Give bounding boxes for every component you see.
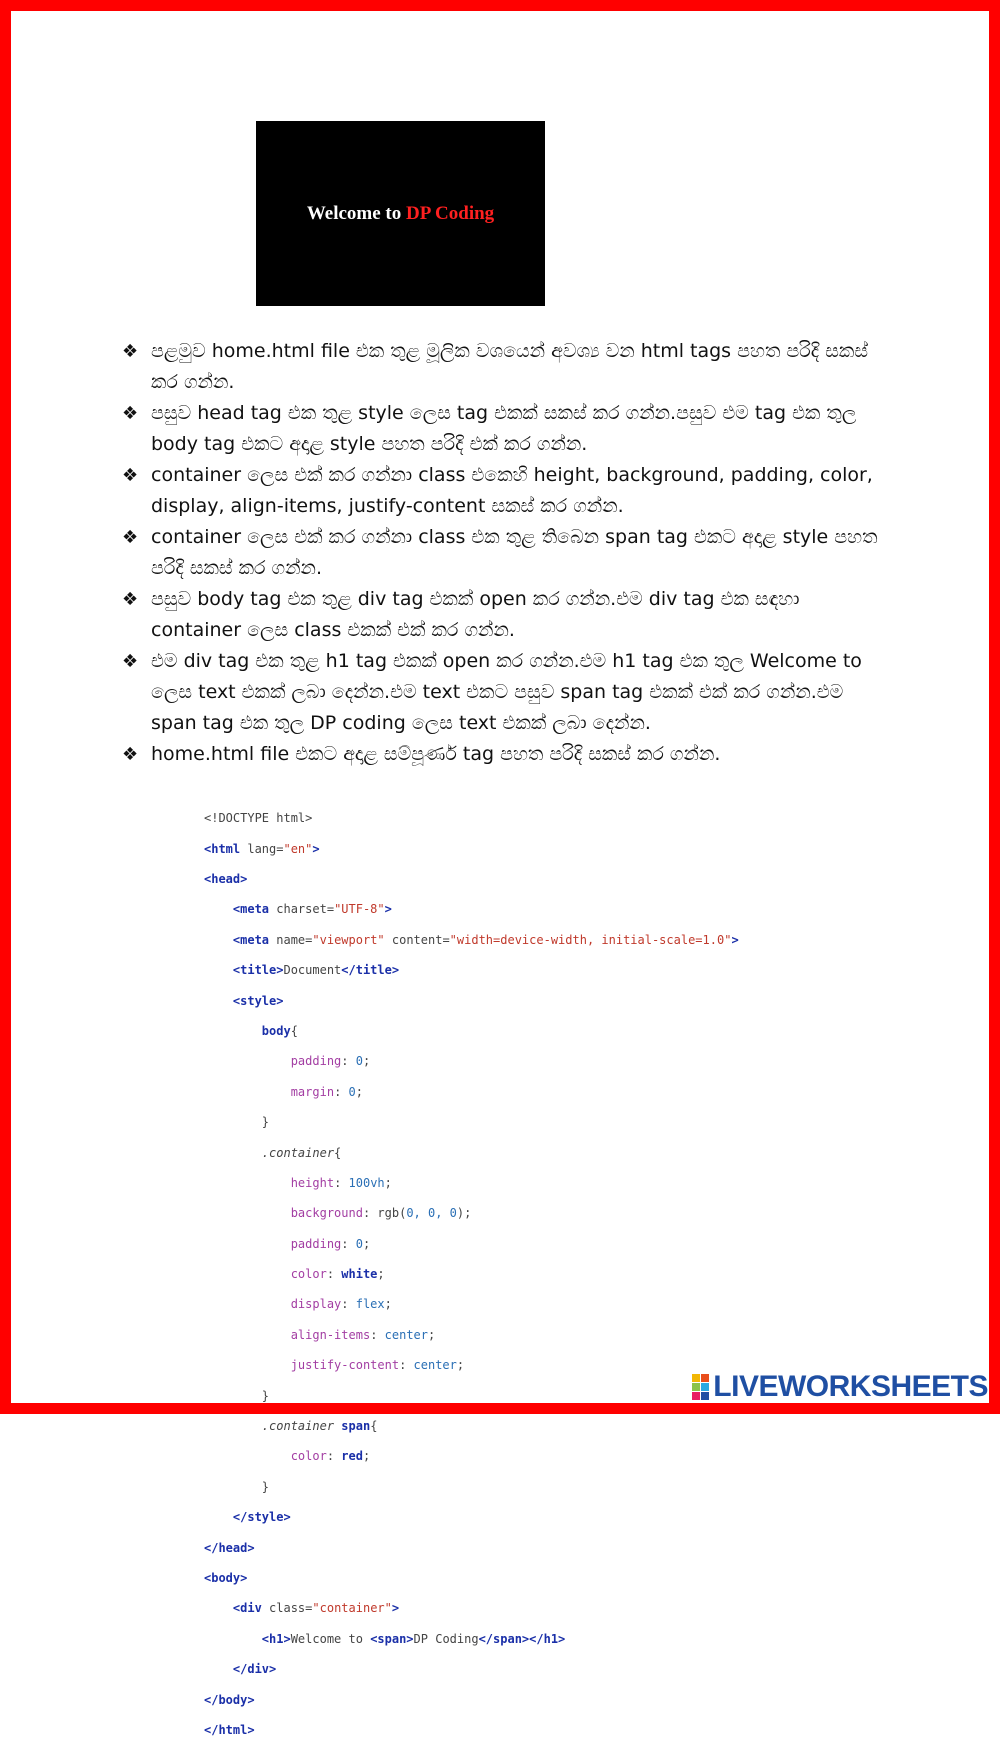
liveworksheets-mark-icon (692, 1374, 709, 1400)
code-line: color: red; (290, 1449, 371, 1464)
code-line: color: white; (290, 1267, 385, 1282)
code-line: <title>Document</title> (232, 963, 400, 978)
bullet-diamond-icon: ❖ (122, 341, 139, 362)
code-line: </div> (232, 1662, 277, 1677)
instruction-item (122, 460, 892, 522)
instruction-text: පසුව body tag එක තුළ div tag එකක් open කර ගන්න.එම div tag එක සඳහා container ලෙස class එකක් එක් කර ගන්න. (151, 588, 800, 641)
code-line: <html lang="en"> (204, 841, 320, 856)
code-line: .container span{ (261, 1419, 378, 1434)
code-line: <style> (232, 993, 284, 1008)
code-line: } (261, 1388, 270, 1403)
code-line: display: flex; (290, 1297, 392, 1312)
code-line: <h1>Welcome to <span>DP Coding</span></h1> (261, 1631, 566, 1646)
code-line: margin: 0; (290, 1084, 363, 1099)
code-line: height: 100vh; (290, 1175, 392, 1190)
instruction-item (122, 336, 892, 398)
instruction-text: පළමුව home.html file එක තුළ මූලික වශයෙන් අවශ්‍ය වන html tags පහත පරිදි සකස් කර ගන්න. (151, 340, 868, 393)
code-line: </style> (232, 1510, 291, 1525)
liveworksheets-logo (692, 1370, 988, 1404)
code-line: } (261, 1115, 270, 1130)
code-line: padding: 0; (290, 1054, 371, 1069)
instruction-item (122, 646, 892, 739)
instruction-item (122, 522, 892, 584)
code-line: </head> (204, 1540, 255, 1555)
code-listing (204, 796, 804, 1753)
bullet-diamond-icon: ❖ (122, 403, 139, 424)
code-line: .container{ (261, 1145, 342, 1160)
bullet-diamond-icon: ❖ (122, 651, 139, 672)
code-line: body{ (261, 1023, 298, 1038)
preview-text-white: Welcome to (306, 202, 406, 224)
logo-text: LIVEWORKSHEETS (713, 1370, 988, 1403)
bullet-diamond-icon: ❖ (122, 589, 139, 610)
instruction-text: එම div tag එක තුළ h1 tag එකක් open කර ගන්න.එම h1 tag එක තුල Welcome to ලෙස text එකක් ලබා දෙන්න.එම text එකට පසුව span tag එකක් එක් කර ගන්න.එම span tag එක තුල DP coding ලෙස text එකක් ලබා දෙන්න. (151, 650, 862, 734)
bullet-diamond-icon: ❖ (122, 744, 139, 765)
instruction-text: container ලෙස එක් කර ගන්නා class එක තුළ තිබෙන span tag එකට අදාළ style පහත පරිදි සකස් කර ගන්න. (151, 526, 878, 579)
code-line: <meta charset="UTF-8"> (232, 902, 392, 917)
bullet-diamond-icon: ❖ (122, 527, 139, 548)
instruction-text: පසුව head tag එක තුළ style ලෙස tag එකක් සකස් කර ගන්න.පසුව එම tag එක තුල body tag එකට අදාළ style පහත පරිදි එක් කර ගන්න. (151, 402, 857, 455)
code-line: justify-content: center; (290, 1358, 465, 1373)
instruction-list (122, 336, 892, 770)
instruction-text: home.html file එකට අදාළ සම්පූර්ණ tag පහත පරිදි සකස් කර ගන්න. (151, 743, 721, 765)
instruction-item (122, 584, 892, 646)
instruction-item (122, 398, 892, 460)
bullet-diamond-icon: ❖ (122, 465, 139, 486)
preview-heading (307, 203, 494, 225)
code-line: <head> (204, 871, 248, 886)
output-preview-image (256, 121, 545, 306)
instruction-item (122, 739, 892, 770)
code-line: background: rgb(0, 0, 0); (290, 1206, 472, 1221)
code-line: </body> (204, 1692, 255, 1707)
code-line: <meta name="viewport" content="width=device-width, initial-scale=1.0"> (232, 932, 739, 947)
code-line: align-items: center; (290, 1327, 436, 1342)
code-line: <body> (204, 1570, 248, 1585)
code-line: <div class="container"> (232, 1601, 400, 1616)
instruction-text: container ලෙස එක් කර ගන්නා class එකෙහි height, background, padding, color, display, align-items, justify-content සකස් කර ගන්න. (151, 464, 873, 517)
code-line: <!DOCTYPE html> (204, 811, 313, 826)
code-line: </html> (204, 1722, 255, 1737)
preview-text-red: DP Coding (406, 202, 495, 224)
code-line: } (261, 1479, 270, 1494)
code-line: padding: 0; (290, 1236, 371, 1251)
